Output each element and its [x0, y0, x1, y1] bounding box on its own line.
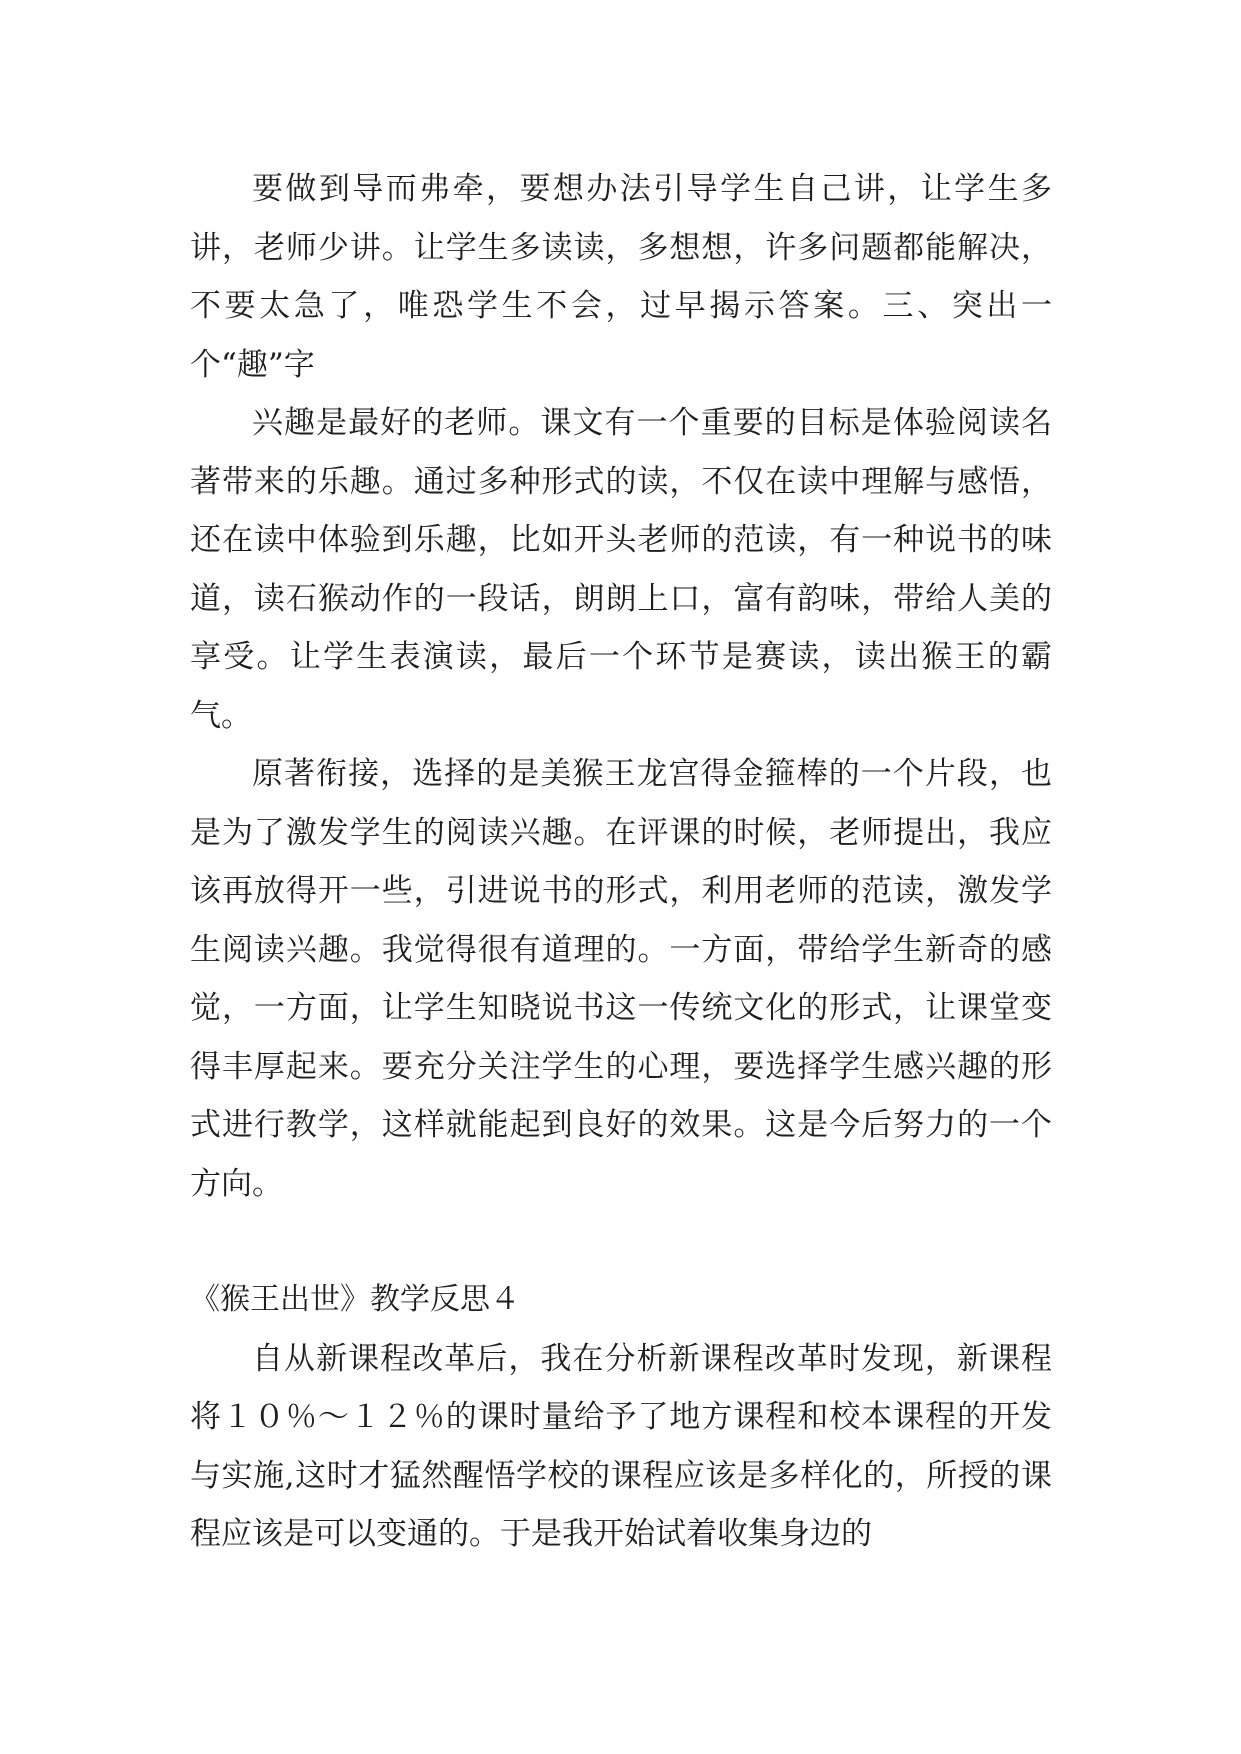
paragraph-guidance: 要做到导而弗牵，要想办法引导学生自己讲，让学生多讲，老师少讲。让学生多读读，多想想，许多问题都能解决，不要太急了，唯恐学生不会，过早揭示答案。三、突出一个“趣”字 — [190, 171, 1052, 383]
paragraph-interest: 兴趣是最好的老师。课文有一个重要的目标是体验阅读名著带来的乐趣。通过多种形式的读，不仅在读中理解与感悟，还在读中体验到乐趣，比如开头老师的范读，有一种说书的味道，读石猴动作的一段话，朗朗上口，富有韵味，带给人美的享受。让学生表演读，最后一个环节是赛读，读出猴王的霸气。 — [190, 405, 1052, 734]
document-body — [190, 160, 1052, 1564]
paragraph-curriculum-reform: 自从新课程改革后，我在分析新课程改革时发现，新课程将１０％～１２％的课时量给予了地方课程和校本课程的开发与实施,这时才猛然醒悟学校的课程应该是多样化的，所授的课程应该是可以变通的。于是我开始试着收集身边的 — [190, 1340, 1052, 1552]
section-heading: 《猴王出世》教学反思４ — [190, 1282, 520, 1317]
paragraph-original-work: 原著衔接，选择的是美猴王龙宫得金箍棒的一个片段，也是为了激发学生的阅读兴趣。在评课的时候，老师提出，我应该再放得开一些，引进说书的形式，利用老师的范读，激发学生阅读兴趣。我觉得很有道理的。一方面，带给学生新奇的感觉，一方面，让学生知晓说书这一传统文化的形式，让课堂变得丰厚起来。要充分关注学生的心理，要选择学生感兴趣的形式进行教学，这样就能起到良好的效果。这是今后努力的一个方向。 — [190, 756, 1052, 1202]
